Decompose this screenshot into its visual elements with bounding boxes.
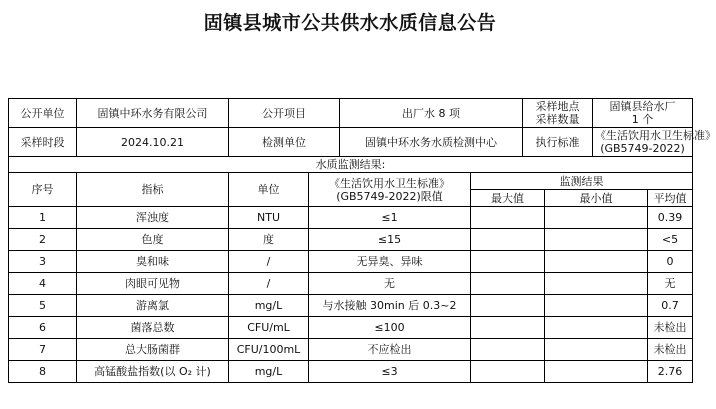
row-max bbox=[471, 251, 545, 273]
count-label: 采样数量 bbox=[535, 113, 580, 126]
table-row bbox=[9, 207, 693, 229]
info-row-2 bbox=[9, 128, 693, 157]
section-label: 水质监测结果: bbox=[9, 157, 693, 173]
row-min bbox=[545, 229, 648, 251]
row-indicator: 臭和味 bbox=[77, 251, 229, 273]
item-value: 出厂水 8 项 bbox=[340, 99, 523, 128]
col-min: 最小值 bbox=[545, 190, 648, 207]
table-row bbox=[9, 361, 693, 383]
row-limit: ≤3 bbox=[309, 361, 471, 383]
row-indicator: 高锰酸盐指数(以 O₂ 计) bbox=[77, 361, 229, 383]
site-count-label-cell bbox=[523, 99, 593, 128]
col-avg: 平均值 bbox=[648, 190, 693, 207]
row-no: 8 bbox=[9, 361, 77, 383]
row-unit: mg/L bbox=[229, 361, 309, 383]
section-row bbox=[9, 157, 693, 173]
row-limit: 无异臭、异味 bbox=[309, 251, 471, 273]
item-label: 公开项目 bbox=[229, 99, 340, 128]
row-avg: 未检出 bbox=[648, 317, 693, 339]
site-label: 采样地点 bbox=[535, 100, 580, 113]
row-unit: / bbox=[229, 273, 309, 295]
row-avg: <5 bbox=[648, 229, 693, 251]
row-avg: 2.76 bbox=[648, 361, 693, 383]
std-value-cell bbox=[593, 128, 716, 157]
lab-label: 检测单位 bbox=[229, 128, 340, 157]
col-max: 最大值 bbox=[471, 190, 545, 207]
col-results: 监测结果 bbox=[471, 173, 693, 190]
row-indicator: 菌落总数 bbox=[77, 317, 229, 339]
row-min bbox=[545, 361, 648, 383]
table-row bbox=[9, 229, 693, 251]
info-row-1 bbox=[9, 99, 693, 128]
row-indicator: 肉眼可见物 bbox=[77, 273, 229, 295]
row-max bbox=[471, 361, 545, 383]
col-limit-line2: (GB5749-2022)限值 bbox=[336, 189, 443, 203]
row-max bbox=[471, 229, 545, 251]
row-min bbox=[545, 273, 648, 295]
std-line1: 《生活饮用水卫生标准》 bbox=[595, 129, 716, 142]
col-limit bbox=[309, 173, 471, 207]
row-max bbox=[471, 273, 545, 295]
row-unit: 度 bbox=[229, 229, 309, 251]
water-quality-table bbox=[8, 98, 716, 383]
row-indicator: 游离氯 bbox=[77, 295, 229, 317]
table-row bbox=[9, 295, 693, 317]
row-unit: / bbox=[229, 251, 309, 273]
row-limit: ≤1 bbox=[309, 207, 471, 229]
col-no: 序号 bbox=[9, 173, 77, 207]
row-avg: 0.39 bbox=[648, 207, 693, 229]
row-min bbox=[545, 339, 648, 361]
std-line2: (GB5749-2022) bbox=[600, 142, 685, 155]
table-row bbox=[9, 317, 693, 339]
publisher-label: 公开单位 bbox=[9, 99, 77, 128]
row-min bbox=[545, 295, 648, 317]
row-unit: CFU/100mL bbox=[229, 339, 309, 361]
std-label: 执行标准 bbox=[523, 128, 593, 157]
table-row bbox=[9, 273, 693, 295]
row-no: 2 bbox=[9, 229, 77, 251]
period-label: 采样时段 bbox=[9, 128, 77, 157]
row-no: 5 bbox=[9, 295, 77, 317]
row-limit: ≤100 bbox=[309, 317, 471, 339]
row-avg: 未检出 bbox=[648, 339, 693, 361]
column-header-row-1 bbox=[9, 173, 693, 190]
row-max bbox=[471, 339, 545, 361]
row-unit: mg/L bbox=[229, 295, 309, 317]
site-count-value-cell bbox=[593, 99, 693, 128]
period-value: 2024.10.21 bbox=[77, 128, 229, 157]
count-value: 1 个 bbox=[631, 113, 654, 126]
row-unit: NTU bbox=[229, 207, 309, 229]
row-min bbox=[545, 207, 648, 229]
row-no: 6 bbox=[9, 317, 77, 339]
row-limit: 与水接触 30min 后 0.3~2 bbox=[309, 295, 471, 317]
row-max bbox=[471, 317, 545, 339]
col-unit: 单位 bbox=[229, 173, 309, 207]
table-row bbox=[9, 339, 693, 361]
row-no: 7 bbox=[9, 339, 77, 361]
row-max bbox=[471, 295, 545, 317]
row-no: 1 bbox=[9, 207, 77, 229]
row-indicator: 色度 bbox=[77, 229, 229, 251]
table-body bbox=[9, 99, 716, 383]
row-indicator: 总大肠菌群 bbox=[77, 339, 229, 361]
col-indicator: 指标 bbox=[77, 173, 229, 207]
table-row bbox=[9, 251, 693, 273]
publisher-value: 固镇中环水务有限公司 bbox=[77, 99, 229, 128]
row-limit: ≤15 bbox=[309, 229, 471, 251]
row-avg: 0.7 bbox=[648, 295, 693, 317]
row-no: 4 bbox=[9, 273, 77, 295]
row-unit: CFU/mL bbox=[229, 317, 309, 339]
row-limit: 不应检出 bbox=[309, 339, 471, 361]
lab-value: 固镇中环水务水质检测中心 bbox=[340, 128, 523, 157]
page-title: 固镇县城市公共供水水质信息公告 bbox=[203, 12, 497, 34]
row-indicator: 浑浊度 bbox=[77, 207, 229, 229]
site-value: 固镇县给水厂 bbox=[609, 100, 676, 113]
row-no: 3 bbox=[9, 251, 77, 273]
row-max bbox=[471, 207, 545, 229]
row-avg: 0 bbox=[648, 251, 693, 273]
row-min bbox=[545, 317, 648, 339]
col-limit-line1: 《生活饮用水卫生标准》 bbox=[329, 176, 450, 190]
row-min bbox=[545, 251, 648, 273]
row-limit: 无 bbox=[309, 273, 471, 295]
row-avg: 无 bbox=[648, 273, 693, 295]
